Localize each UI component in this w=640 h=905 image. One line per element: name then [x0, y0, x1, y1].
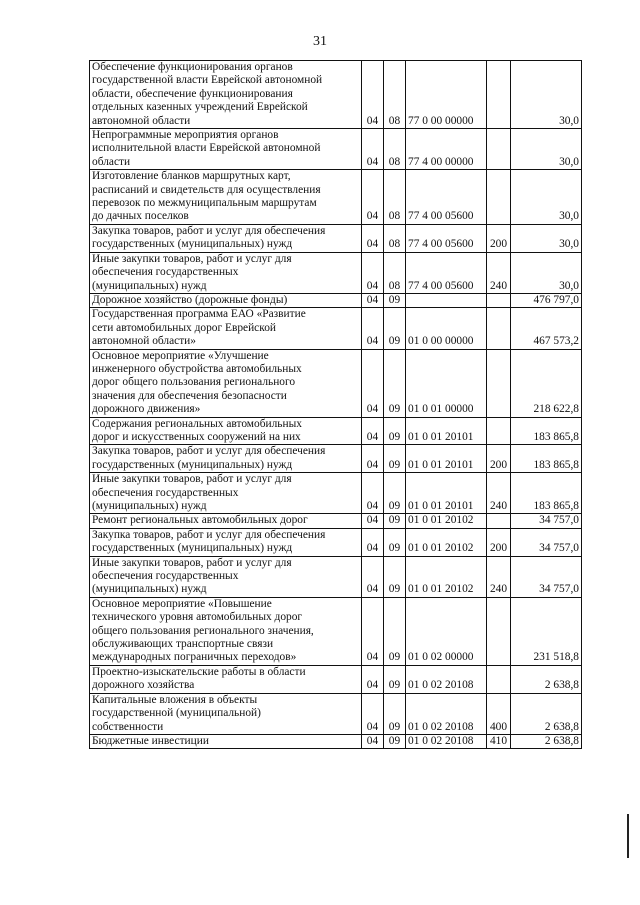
- subsection-code-cell: 09: [384, 417, 406, 445]
- table-row: [90, 597, 582, 665]
- table-row: [90, 693, 582, 734]
- table-row: [90, 665, 582, 693]
- target-article-cell: 01 0 02 20108: [406, 734, 487, 748]
- amount-cell: 476 797,0: [511, 293, 582, 307]
- section-code-cell: 04: [362, 417, 384, 445]
- amount-cell: 183 865,8: [511, 417, 582, 445]
- target-article-cell: 01 0 02 20108: [406, 665, 487, 693]
- row-name-cell: Закупка товаров, работ и услуг для обеспечения государственных (муниципальных) нужд: [90, 528, 362, 556]
- row-name-cell: Изготовление бланков маршрутных карт, расписаний и свидетельств для осуществления перевозок по межмуниципальным маршрутам до дачных поселков: [90, 170, 362, 225]
- amount-cell: 2 638,8: [511, 693, 582, 734]
- section-code-cell: 04: [362, 473, 384, 514]
- amount-cell: 183 865,8: [511, 473, 582, 514]
- section-code-cell: 04: [362, 252, 384, 293]
- subsection-code-cell: 09: [384, 556, 406, 597]
- target-article-cell: 01 0 01 20101: [406, 473, 487, 514]
- budget-table: [89, 60, 582, 749]
- subsection-code-cell: 09: [384, 528, 406, 556]
- row-name-cell: Иные закупки товаров, работ и услуг для обеспечения государственных (муниципальных) нужд: [90, 473, 362, 514]
- table-row: [90, 556, 582, 597]
- row-name-cell: Закупка товаров, работ и услуг для обеспечения государственных (муниципальных) нужд: [90, 445, 362, 473]
- row-name-cell: Непрограммные мероприятия органов исполнительной власти Еврейской автономной области: [90, 129, 362, 170]
- subsection-code-cell: 09: [384, 693, 406, 734]
- target-article-cell: 77 0 00 00000: [406, 61, 487, 129]
- row-name-cell: Основное мероприятие «Улучшение инженерного обустройства автомобильных дорог общего пользования регионального значения для обеспечения безопасности дорожного движения»: [90, 349, 362, 417]
- subsection-code-cell: 09: [384, 349, 406, 417]
- section-code-cell: 04: [362, 349, 384, 417]
- section-code-cell: 04: [362, 528, 384, 556]
- section-code-cell: 04: [362, 445, 384, 473]
- section-code-cell: 04: [362, 734, 384, 748]
- expense-type-cell: 200: [487, 224, 511, 252]
- target-article-cell: 01 0 02 20108: [406, 693, 487, 734]
- table-row: [90, 170, 582, 225]
- expense-type-cell: [487, 61, 511, 129]
- expense-type-cell: [487, 597, 511, 665]
- table-row: [90, 349, 582, 417]
- section-code-cell: 04: [362, 224, 384, 252]
- subsection-code-cell: 09: [384, 473, 406, 514]
- expense-type-cell: [487, 293, 511, 307]
- target-article-cell: 01 0 00 00000: [406, 308, 487, 349]
- expense-type-cell: [487, 514, 511, 528]
- subsection-code-cell: 09: [384, 665, 406, 693]
- section-code-cell: 04: [362, 597, 384, 665]
- budget-table-body: [90, 61, 582, 749]
- section-code-cell: 04: [362, 129, 384, 170]
- table-row: [90, 224, 582, 252]
- row-name-cell: Бюджетные инвестиции: [90, 734, 362, 748]
- expense-type-cell: [487, 349, 511, 417]
- table-row: [90, 514, 582, 528]
- target-article-cell: [406, 293, 487, 307]
- expense-type-cell: 240: [487, 252, 511, 293]
- table-row: [90, 61, 582, 129]
- amount-cell: 231 518,8: [511, 597, 582, 665]
- table-row: [90, 417, 582, 445]
- amount-cell: 30,0: [511, 252, 582, 293]
- expense-type-cell: 400: [487, 693, 511, 734]
- margin-mark: [627, 814, 629, 858]
- section-code-cell: 04: [362, 61, 384, 129]
- row-name-cell: Иные закупки товаров, работ и услуг для обеспечения государственных (муниципальных) нужд: [90, 252, 362, 293]
- section-code-cell: 04: [362, 308, 384, 349]
- subsection-code-cell: 09: [384, 597, 406, 665]
- subsection-code-cell: 09: [384, 445, 406, 473]
- expense-type-cell: 240: [487, 556, 511, 597]
- row-name-cell: Иные закупки товаров, работ и услуг для обеспечения государственных (муниципальных) нужд: [90, 556, 362, 597]
- section-code-cell: 04: [362, 556, 384, 597]
- expense-type-cell: 200: [487, 445, 511, 473]
- amount-cell: 467 573,2: [511, 308, 582, 349]
- amount-cell: 30,0: [511, 224, 582, 252]
- target-article-cell: 77 4 00 00000: [406, 129, 487, 170]
- table-row: [90, 252, 582, 293]
- amount-cell: 183 865,8: [511, 445, 582, 473]
- expense-type-cell: 240: [487, 473, 511, 514]
- table-row: [90, 129, 582, 170]
- amount-cell: 2 638,8: [511, 734, 582, 748]
- amount-cell: 30,0: [511, 129, 582, 170]
- expense-type-cell: [487, 308, 511, 349]
- amount-cell: 34 757,0: [511, 556, 582, 597]
- expense-type-cell: [487, 417, 511, 445]
- amount-cell: 218 622,8: [511, 349, 582, 417]
- section-code-cell: 04: [362, 514, 384, 528]
- target-article-cell: 77 4 00 05600: [406, 224, 487, 252]
- subsection-code-cell: 09: [384, 293, 406, 307]
- table-row: [90, 293, 582, 307]
- amount-cell: 34 757,0: [511, 514, 582, 528]
- amount-cell: 30,0: [511, 170, 582, 225]
- target-article-cell: 01 0 01 20101: [406, 445, 487, 473]
- target-article-cell: 01 0 02 00000: [406, 597, 487, 665]
- target-article-cell: 01 0 01 20102: [406, 528, 487, 556]
- table-row: [90, 528, 582, 556]
- amount-cell: 2 638,8: [511, 665, 582, 693]
- subsection-code-cell: 08: [384, 224, 406, 252]
- expense-type-cell: [487, 129, 511, 170]
- table-row: [90, 473, 582, 514]
- target-article-cell: 01 0 01 20101: [406, 417, 487, 445]
- section-code-cell: 04: [362, 693, 384, 734]
- section-code-cell: 04: [362, 293, 384, 307]
- section-code-cell: 04: [362, 170, 384, 225]
- subsection-code-cell: 08: [384, 129, 406, 170]
- expense-type-cell: [487, 170, 511, 225]
- expense-type-cell: [487, 665, 511, 693]
- table-row: [90, 445, 582, 473]
- subsection-code-cell: 08: [384, 61, 406, 129]
- subsection-code-cell: 09: [384, 734, 406, 748]
- expense-type-cell: 200: [487, 528, 511, 556]
- target-article-cell: 01 0 01 20102: [406, 556, 487, 597]
- row-name-cell: Закупка товаров, работ и услуг для обеспечения государственных (муниципальных) нужд: [90, 224, 362, 252]
- row-name-cell: Дорожное хозяйство (дорожные фонды): [90, 293, 362, 307]
- amount-cell: 34 757,0: [511, 528, 582, 556]
- table-row: [90, 734, 582, 748]
- page-number: 31: [313, 34, 327, 49]
- row-name-cell: Капитальные вложения в объекты государственной (муниципальной) собственности: [90, 693, 362, 734]
- row-name-cell: Обеспечение функционирования органов государственной власти Еврейской автономной области, обеспечение функционирования отдельных казенных учреждений Еврейской автономной области: [90, 61, 362, 129]
- subsection-code-cell: 08: [384, 252, 406, 293]
- expense-type-cell: 410: [487, 734, 511, 748]
- row-name-cell: Основное мероприятие «Повышение технического уровня автомобильных дорог общего пользования регионального значения, обслуживающих транспортные связи международных пограничных переходов»: [90, 597, 362, 665]
- subsection-code-cell: 09: [384, 514, 406, 528]
- target-article-cell: 01 0 01 00000: [406, 349, 487, 417]
- subsection-code-cell: 09: [384, 308, 406, 349]
- amount-cell: 30,0: [511, 61, 582, 129]
- target-article-cell: 77 4 00 05600: [406, 170, 487, 225]
- table-row: [90, 308, 582, 349]
- target-article-cell: 77 4 00 05600: [406, 252, 487, 293]
- target-article-cell: 01 0 01 20102: [406, 514, 487, 528]
- subsection-code-cell: 08: [384, 170, 406, 225]
- section-code-cell: 04: [362, 665, 384, 693]
- row-name-cell: Ремонт региональных автомобильных дорог: [90, 514, 362, 528]
- row-name-cell: Государственная программа ЕАО «Развитие сети автомобильных дорог Еврейской автономной области»: [90, 308, 362, 349]
- row-name-cell: Проектно-изыскательские работы в области дорожного хозяйства: [90, 665, 362, 693]
- row-name-cell: Содержания региональных автомобильных дорог и искусственных сооружений на них: [90, 417, 362, 445]
